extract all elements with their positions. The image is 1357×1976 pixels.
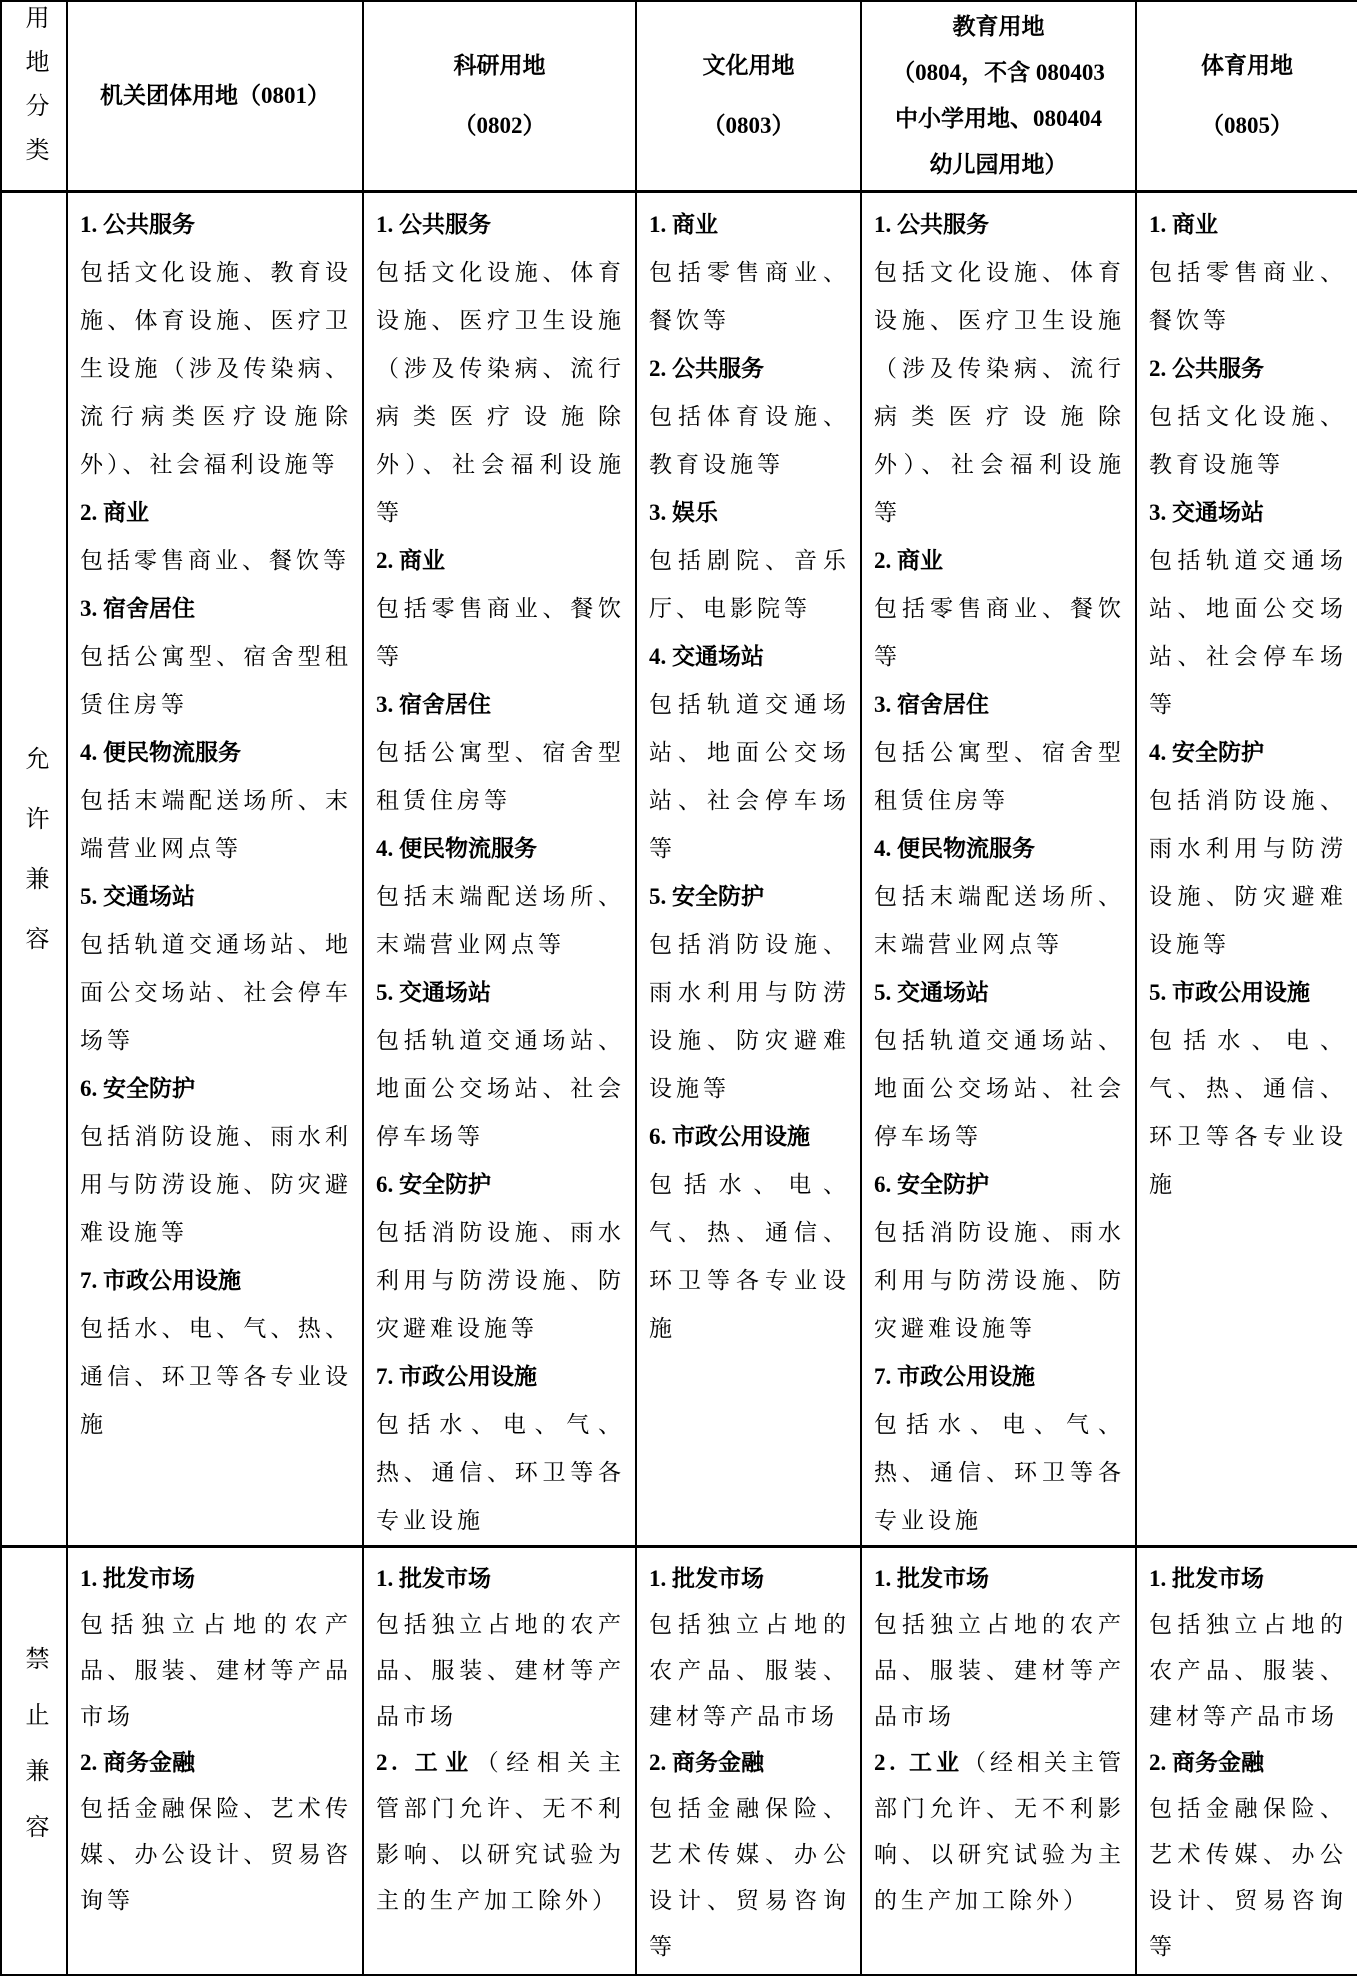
item-desc: 包括消防设施、雨水利用与防涝设施、防灾避难设施等: [80, 1123, 352, 1245]
header-cell-0803: [636, 1, 861, 191]
land-use-item: [80, 1257, 352, 1449]
item-desc: 包括文化设施、教育设施等: [1149, 403, 1347, 477]
item-title: 6. 安全防护: [376, 1171, 491, 1197]
item-title: 2. 公共服务: [1149, 355, 1264, 381]
item-desc: 包括末端配送场所、末端营业网点等: [80, 787, 352, 861]
item-desc: 包括独立占地的农产品、服装、建材等产品市场: [1149, 1611, 1347, 1729]
header-line: 文化用地: [702, 52, 795, 78]
item-desc: 包括消防设施、雨水利用与防涝设施、防灾避难设施等: [376, 1219, 625, 1341]
item-desc: 包括独立占地的农产品、服装、建材等产品市场: [649, 1611, 850, 1729]
item-title: 3. 交通场站: [1149, 499, 1264, 525]
item-desc: 包括水、电、气、热、通信、环卫等各专业设施: [80, 1315, 352, 1437]
item-title: 6. 安全防护: [80, 1075, 195, 1101]
item-desc: 包括文化设施、教育设施、体育设施、医疗卫生设施（涉及传染病、流行病类医疗设施除外）、社会福利设施等: [80, 259, 352, 477]
allowed-cell-0801: [67, 191, 363, 1546]
land-use-item: [649, 201, 850, 345]
land-use-item: [376, 1556, 625, 1740]
row-label-allowed: [1, 191, 67, 1546]
land-use-item: [649, 1556, 850, 1740]
land-use-item: [874, 1161, 1125, 1353]
header-line: 幼儿园用地）: [929, 151, 1068, 177]
item-desc: 包括末端配送场所、末端营业网点等: [376, 883, 625, 957]
land-use-item: [649, 345, 850, 489]
item-title: 2. 工业: [376, 1749, 476, 1775]
item-desc: 包括轨道交通场站、地面公交场站、社会停车场等: [874, 1027, 1125, 1149]
land-use-item: [649, 873, 850, 1113]
header-cell-0805: [1136, 1, 1357, 191]
land-use-item: [1149, 1556, 1347, 1740]
land-use-item: [80, 201, 352, 489]
header-line: （0802）: [453, 112, 546, 138]
land-use-item: [376, 1161, 625, 1353]
item-title: 4. 便民物流服务: [80, 739, 241, 765]
item-title: 4. 便民物流服务: [376, 835, 537, 861]
land-use-item: [1149, 1740, 1347, 1970]
land-use-item: [376, 825, 625, 969]
item-desc: 包括文化设施、体育设施、医疗卫生设施（涉及传染病、流行病类医疗设施除外）、社会福利设施等: [376, 259, 625, 525]
corner-label: 用地分类: [21, 5, 47, 182]
land-use-item: [80, 729, 352, 873]
header-cell-0801: [67, 1, 363, 191]
land-use-item: [649, 489, 850, 633]
forbidden-compatibility-row: [1, 1546, 1357, 1975]
item-desc: 包括消防设施、雨水利用与防涝设施、防灾避难设施等: [649, 931, 850, 1101]
header-lines-0802: [364, 36, 635, 156]
item-title: 4. 交通场站: [649, 643, 764, 669]
land-use-item: [874, 681, 1125, 825]
item-desc: 包括轨道交通场站、地面公交场站、社会停车场等: [1149, 547, 1347, 717]
item-title: 1. 公共服务: [80, 211, 195, 237]
item-desc: 包括金融保险、艺术传媒、办公设计、贸易咨询等: [649, 1795, 850, 1959]
item-desc: 包括消防设施、雨水利用与防涝设施、防灾避难设施等: [874, 1219, 1125, 1341]
land-use-item: [649, 1740, 850, 1970]
item-title: 1. 商业: [1149, 211, 1218, 237]
item-title: 1. 公共服务: [874, 211, 989, 237]
item-desc: 包括公寓型、宿舍型租赁住房等: [80, 643, 352, 717]
item-desc: （经相关主管部门允许、无不利影响、以研究试验为主的生产加工除外）: [874, 1749, 1125, 1913]
item-desc: 包括剧院、音乐厅、电影院等: [649, 547, 850, 621]
item-title: 2. 商业: [874, 547, 943, 573]
header-lines-0805: [1137, 36, 1357, 156]
item-desc: 包括消防设施、雨水利用与防涝设施、防灾避难设施等: [1149, 787, 1347, 957]
item-title: 3. 宿舍居住: [80, 595, 195, 621]
land-use-item: [80, 489, 352, 585]
item-title: 1. 批发市场: [649, 1565, 764, 1591]
item-desc: 包括零售商业、餐饮等: [1149, 259, 1347, 333]
item-desc: 包括轨道交通场站、地面公交场站、社会停车场等: [80, 931, 352, 1053]
item-title: 1. 批发市场: [1149, 1565, 1264, 1591]
land-use-item: [80, 873, 352, 1065]
item-title: 7. 市政公用设施: [376, 1363, 537, 1389]
land-use-item: [874, 1353, 1125, 1545]
header-cell-0802: [363, 1, 636, 191]
land-use-item: [874, 201, 1125, 537]
header-line: 中小学用地、080404: [895, 105, 1102, 131]
land-use-item: [376, 969, 625, 1161]
item-desc: 包括水、电、气、热、通信、环卫等各专业设施: [649, 1171, 850, 1341]
item-desc: 包括水、电、气、热、通信、环卫等各专业设施: [376, 1411, 625, 1533]
item-desc: 包括金融保险、艺术传媒、办公设计、贸易咨询等: [80, 1795, 352, 1913]
item-title: 1. 公共服务: [376, 211, 491, 237]
land-use-item: [80, 1556, 352, 1740]
item-title: 2. 商业: [376, 547, 445, 573]
land-use-item: [874, 537, 1125, 681]
item-title: 2. 商务金融: [80, 1749, 195, 1775]
item-title: 2. 商务金融: [1149, 1749, 1264, 1775]
item-desc: 包括零售商业、餐饮等: [376, 595, 625, 669]
forbidden-label: 禁止兼容: [21, 1646, 47, 1871]
item-desc: 包括零售商业、餐饮等: [80, 547, 350, 573]
land-use-item: [376, 201, 625, 537]
item-title: 7. 市政公用设施: [874, 1363, 1035, 1389]
header-line: （0803）: [702, 112, 795, 138]
item-desc: 包括公寓型、宿舍型租赁住房等: [874, 739, 1125, 813]
item-title: 1. 批发市场: [80, 1565, 195, 1591]
land-use-item: [1149, 489, 1347, 729]
item-title: 5. 安全防护: [649, 883, 764, 909]
item-title: 2. 公共服务: [649, 355, 764, 381]
forbidden-cell-0804: [861, 1546, 1136, 1975]
item-title: 1. 商业: [649, 211, 718, 237]
land-use-item: [874, 825, 1125, 969]
land-use-item: [376, 537, 625, 681]
item-desc: 包括水、电、气、热、通信、环卫等各专业设施: [874, 1411, 1125, 1533]
allowed-cell-0804: [861, 191, 1136, 1546]
item-title: 6. 安全防护: [874, 1171, 989, 1197]
allowed-label: 允许兼容: [21, 746, 47, 986]
item-title: 5. 交通场站: [376, 979, 491, 1005]
row-label-forbidden: [1, 1546, 67, 1975]
land-use-item: [874, 1556, 1125, 1740]
item-title: 7. 市政公用设施: [80, 1267, 241, 1293]
item-title: 1. 批发市场: [376, 1565, 491, 1591]
item-title: 3. 娱乐: [649, 499, 718, 525]
forbidden-cell-0801: [67, 1546, 363, 1975]
land-use-item: [376, 681, 625, 825]
land-use-item: [1149, 969, 1347, 1209]
item-title: 2. 商务金融: [649, 1749, 764, 1775]
item-desc: 包括轨道交通场站、地面公交场站、社会停车场等: [376, 1027, 625, 1149]
item-title: 5. 交通场站: [80, 883, 195, 909]
item-title: 3. 宿舍居住: [874, 691, 989, 717]
land-use-item: [1149, 345, 1347, 489]
item-desc: 包括独立占地的农产品、服装、建材等产品市场: [376, 1611, 625, 1729]
land-use-item: [1149, 201, 1347, 345]
allowed-cell-0805: [1136, 191, 1357, 1546]
item-desc: 包括零售商业、餐饮等: [874, 595, 1125, 669]
header-lines-0801: [68, 66, 362, 126]
item-title: 2. 工业: [874, 1749, 963, 1775]
forbidden-cell-0802: [363, 1546, 636, 1975]
land-use-item: [80, 585, 352, 729]
item-title: 1. 批发市场: [874, 1565, 989, 1591]
item-title: 5. 交通场站: [874, 979, 989, 1005]
item-desc: 包括轨道交通场站、地面公交场站、社会停车场等: [649, 691, 850, 861]
land-use-item: [376, 1353, 625, 1545]
item-title: 3. 宿舍居住: [376, 691, 491, 717]
item-desc: 包括水、电、气、热、通信、环卫等各专业设施: [1149, 1027, 1347, 1197]
land-use-item: [874, 969, 1125, 1161]
land-use-item: [1149, 729, 1347, 969]
item-desc: 包括金融保险、艺术传媒、办公设计、贸易咨询等: [1149, 1795, 1347, 1959]
item-title: 4. 便民物流服务: [874, 835, 1035, 861]
item-desc: 包括独立占地的农产品、服装、建材等产品市场: [874, 1611, 1125, 1729]
header-line: 科研用地: [453, 52, 546, 78]
forbidden-cell-0805: [1136, 1546, 1357, 1975]
header-line: （0805）: [1201, 112, 1293, 138]
allowed-cell-0803: [636, 191, 861, 1546]
item-title: 2. 商业: [80, 499, 149, 525]
land-use-item: [874, 1740, 1125, 1924]
header-lines-0804: [862, 4, 1135, 188]
item-title: 4. 安全防护: [1149, 739, 1264, 765]
header-lines-0803: [637, 36, 860, 156]
item-desc: 包括独立占地的农产品、服装、建材等产品市场: [80, 1611, 352, 1729]
item-title: 5. 市政公用设施: [1149, 979, 1310, 1005]
header-line: 体育用地: [1201, 52, 1293, 78]
item-desc: 包括文化设施、体育设施、医疗卫生设施（涉及传染病、流行病类医疗设施除外）、社会福利设施等: [874, 259, 1125, 525]
land-use-item: [80, 1065, 352, 1257]
item-title: 6. 市政公用设施: [649, 1123, 810, 1149]
item-desc: 包括零售商业、餐饮等: [649, 259, 850, 333]
header-line: 教育用地: [952, 13, 1045, 39]
land-use-item: [80, 1740, 352, 1924]
allowed-cell-0802: [363, 191, 636, 1546]
allowed-compatibility-row: [1, 191, 1357, 1546]
header-line: 机关团体用地（0801）: [100, 82, 330, 108]
header-row: [1, 1, 1357, 191]
header-line: （0804，不含 080403: [892, 59, 1105, 85]
item-desc: 包括公寓型、宿舍型租赁住房等: [376, 739, 625, 813]
item-desc: 包括体育设施、教育设施等: [649, 403, 850, 477]
land-use-item: [649, 1113, 850, 1353]
header-cell-0804: [861, 1, 1136, 191]
item-desc: （经相关主管部门允许、无不利影响、以研究试验为主的生产加工除外）: [376, 1749, 626, 1913]
forbidden-cell-0803: [636, 1546, 861, 1975]
land-use-item: [376, 1740, 625, 1924]
corner-cell-land-use-category: [1, 1, 67, 191]
land-use-item: [649, 633, 850, 873]
item-desc: 包括末端配送场所、末端营业网点等: [874, 883, 1125, 957]
